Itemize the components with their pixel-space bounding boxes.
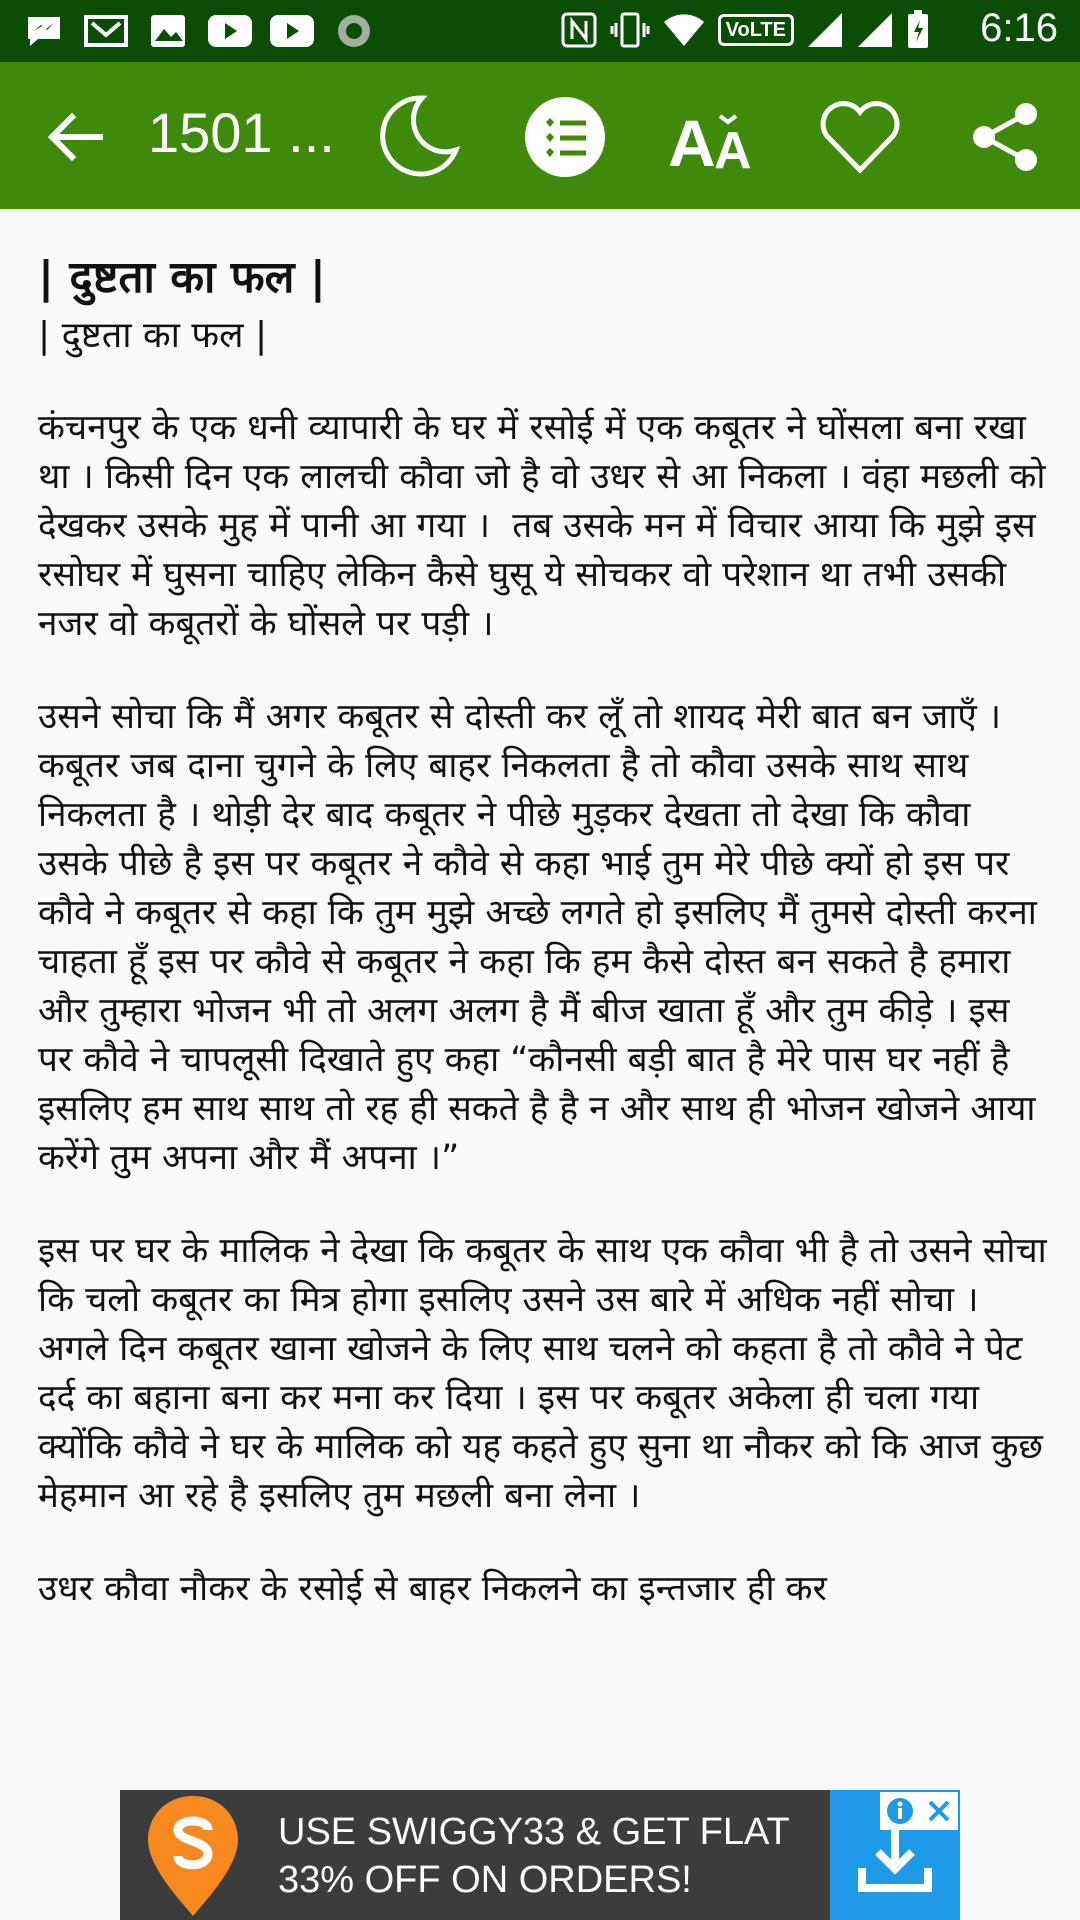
svg-text:A: A	[668, 106, 716, 180]
story-content	[38, 248, 1058, 1614]
favorite-icon[interactable]	[815, 92, 905, 182]
status-bar	[0, 0, 1080, 62]
volte-icon: VoLTE	[718, 14, 794, 46]
info-icon[interactable]	[885, 1796, 915, 1826]
swiggy-logo-icon	[138, 1790, 248, 1920]
story-title: | दुष्टता का फल |	[38, 252, 326, 303]
ad-line-2: 33% OFF ON ORDERS!	[278, 1859, 692, 1901]
story-paragraph: इस पर घर के मालिक ने देखा कि कबूतर के साथ एक कौवा भी है तो उसने सोचा कि चलो कबूतर का मित्र होगा इसलिए उसने उस बारे में अधिक नहीं सोचा । अगले दिन कबूतर खाना खोजने के लिए साथ चलने को कहता है तो कौवे ने पेट दर्द का बहाना बना कर मना कर दिया । इस पर कबूतर अकेला ही चला गया क्योंकि कौवे ने घर के मालिक को यह कहते हुए सुना था नौकर को कि आज कुछ मेहमान आ रहे है इसलिए तुम मछली बना लेना ।	[38, 1231, 1058, 1516]
record-icon	[332, 12, 376, 50]
share-icon[interactable]	[960, 92, 1050, 182]
messenger-icon	[22, 12, 66, 50]
app-toolbar	[0, 62, 1080, 209]
signal-icon	[806, 11, 844, 49]
youtube-icon	[208, 12, 252, 50]
close-icon[interactable]	[925, 1797, 953, 1825]
nfc-icon	[560, 11, 598, 49]
page-title: 1501 ...	[148, 101, 335, 164]
font-size-icon[interactable]	[668, 92, 758, 182]
story-list-icon[interactable]	[520, 92, 610, 182]
notification-icons	[22, 12, 376, 50]
svg-text:A: A	[714, 122, 752, 180]
vibrate-icon	[610, 11, 650, 49]
gallery-icon	[146, 12, 190, 50]
system-icons	[560, 10, 930, 50]
story-paragraph: कंचनपुर के एक धनी व्यापारी के घर में रसोई में एक कबूतर ने घोंसला बना रखा था । किसी दिन एक लालची कौवा जो है वो उधर से आ निकला । वंहा मछली को देखकर उसके मुह में पानी आ गया । तब उसके मन में विचार आया कि मुझे इस रसोघर में घुसना चाहिए लेकिन कैसे घुसू ये सोचकर वो परेशान था तभी उसकी नजर वो कबूतरों के घोंसले पर पड़ी ।	[38, 408, 1057, 644]
back-arrow-icon[interactable]	[40, 102, 110, 172]
ad-text	[278, 1808, 798, 1904]
night-mode-icon[interactable]	[372, 92, 462, 182]
wifi-icon	[662, 12, 706, 48]
story-paragraph: उसने सोचा कि मैं अगर कबूतर से दोस्ती कर लूँ तो शायद मेरी बात बन जाएँ । कबूतर जब दाना चुगने के लिए बाहर निकलता है तो कौवा उसके साथ साथ निकलता है । थोड़ी देर बाद कबूतर ने पीछे मुड़कर देखता तो देखा कि कौवा उसके पीछे है इस पर कबूतर ने कौवे से कहा भाई तुम मेरे पीछे क्यों हो इस पर कौवे ने कबूतर से कहा कि तुम मुझे अच्छे लगते हो इसलिए मैं तुमसे दोस्ती करना चाहता हूँ इस पर कौवे से कबूतर ने कहा कि हम कैसे दोस्त बन सकते है हमारा और तुम्हारा भोजन भी तो अलग अलग है मैं बीज खाता हूँ और तुम कीड़े । इस पर कौवे ने चापलूसी दिखाते हुए कहा “कौनसी बड़ी बात है मेरे पास घर नहीं है इसलिए हम साथ साथ तो रह ही सकते है है न और साथ ही भोजन खोजने आया करेंगे तुम अपना और मैं अपना ।”	[38, 697, 1049, 1178]
ad-choices[interactable]	[880, 1792, 958, 1830]
youtube-icon	[270, 12, 314, 50]
story-paragraph: उधर कौवा नौकर के रसोई से बाहर निकलने का इन्तजार ही कर	[38, 1569, 827, 1609]
signal-icon	[856, 11, 894, 49]
story-subtitle: | दुष्टता का फल |	[38, 315, 268, 356]
clock: 6:16	[980, 6, 1058, 50]
ad-banner[interactable]	[120, 1790, 960, 1920]
gmail-icon	[84, 12, 128, 50]
ad-line-1: USE SWIGGY33 & GET FLAT	[278, 1811, 790, 1853]
battery-charging-icon	[906, 10, 930, 50]
